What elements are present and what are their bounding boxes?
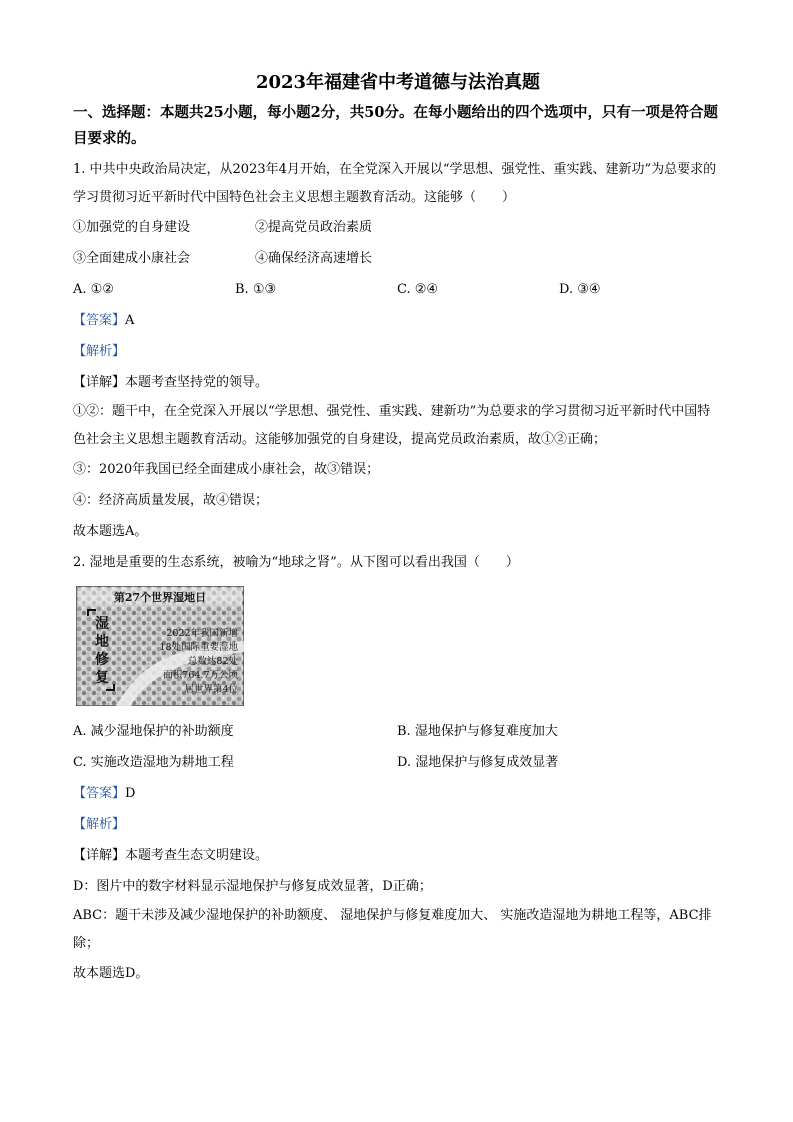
figure-line-4: 面积764.7万公顷 <box>163 670 238 681</box>
q2-stem: 2. 湿地是重要的生态系统，被喻为“地球之肾”。从下图可以看出我国（ ） <box>73 555 519 570</box>
q2-explanation-2: ABC：题干未涉及减少湿地保护的补助额度、 湿地保护与修复难度加大、 实施改造湿地为耕地工程等，ABC排除； <box>73 908 712 951</box>
figure-line-1: 2022年我国新增 <box>166 628 238 639</box>
q2-detail-tag: 【详解】 <box>73 848 126 863</box>
figure-line-5: 居世界第4位 <box>184 684 238 695</box>
q2-explanation-1: D：图片中的数字材料显示湿地保护与修复成效显著，D正确； <box>73 879 432 894</box>
q1-option-c: C. ②④ <box>397 282 439 297</box>
q2-option-b: B. 湿地保护与修复难度加大 <box>397 724 558 739</box>
figure-vertical-char-1: 湿 <box>95 616 109 632</box>
q2-option-a: A. 减少湿地保护的补助额度 <box>73 724 234 739</box>
q1-explanation-3: ④：经济高质量发展，故④错误； <box>73 493 269 508</box>
figure-line-2: 18处国际重要湿地 <box>159 642 238 653</box>
q1-explanation-1: ①②：题干中，在全党深入开展以“学思想、强党性、重实践、建新功”为总要求的学习贯彻习近平新时代中国特色社会主义思想主题教育活动。这能够加强党的自身建设，提高党员政治素质，故①②正确； <box>73 404 711 447</box>
q1-detail-tag: 【详解】 <box>73 375 126 390</box>
q1-items-row-1 <box>73 212 723 243</box>
q1-item-2: ②提高党员政治素质 <box>255 220 373 235</box>
document-page <box>73 70 723 989</box>
q1-answer <box>73 305 723 336</box>
q1-detail-text: 本题考查坚持党的领导。 <box>125 375 269 390</box>
figure-vertical-char-3: 修 <box>95 652 109 668</box>
q1-items-row-2 <box>73 243 723 274</box>
q2-answer-value: D <box>125 786 136 801</box>
q2-detail <box>73 840 723 871</box>
q2-option-c: C. 实施改造湿地为耕地工程 <box>73 755 234 770</box>
figure-heading: 第27个世界湿地日 <box>113 591 207 604</box>
q1-item-3: ③全面建成小康社会 <box>73 251 191 266</box>
page-title: 2023年福建省中考道德与法治真题 <box>255 72 541 93</box>
q2-analysis-tag: 【解析】 <box>73 817 126 832</box>
q1-option-a: A. ①② <box>73 282 114 297</box>
q1-answer-value: A <box>125 313 135 328</box>
question-1 <box>73 156 723 547</box>
q1-conclusion: 故本题选A。 <box>73 524 148 539</box>
q1-options <box>73 274 723 305</box>
q1-item-4: ④确保经济高速增长 <box>255 251 373 266</box>
figure-line-3: 总数达82处 <box>187 656 238 667</box>
q2-options-row-2 <box>73 747 723 778</box>
question-2 <box>73 547 723 989</box>
q2-detail-text: 本题考查生态文明建设。 <box>125 848 269 863</box>
q1-answer-tag: 【答案】 <box>73 313 126 328</box>
q2-answer-tag: 【答案】 <box>73 786 126 801</box>
figure-vertical-char-2: 地 <box>95 634 109 650</box>
q1-analysis <box>73 336 723 367</box>
q1-item-1: ①加强党的自身建设 <box>73 220 191 235</box>
q1-option-b: B. ①③ <box>235 282 277 297</box>
section-heading: 一、选择题：本题共25小题，每小题2分，共50分。在每小题给出的四个选项中，只有一项是符合题目要求的。 <box>73 104 718 147</box>
q2-analysis <box>73 809 723 840</box>
q2-options-row-1 <box>73 716 723 747</box>
q2-option-d: D. 湿地保护与修复成效显著 <box>397 755 559 770</box>
wetland-day-image <box>76 586 244 706</box>
figure-vertical-char-4: 复 <box>95 670 109 686</box>
wetland-day-figure <box>76 586 244 706</box>
q1-explanation-2: ③：2020年我国已经全面建成小康社会，故③错误； <box>73 462 380 477</box>
q2-conclusion: 故本题选D。 <box>73 966 149 981</box>
q1-stem: 1. 中共中央政治局决定，从2023年4月开始，在全党深入开展以“学思想、强党性、重实践、建新功”为总要求的学习贯彻习近平新时代中国特色社会主义思想主题教育活动。这能够（ ） <box>73 162 717 205</box>
q2-answer <box>73 778 723 809</box>
q1-analysis-tag: 【解析】 <box>73 344 126 359</box>
q1-detail <box>73 367 723 398</box>
q1-option-d: D. ③④ <box>559 282 601 297</box>
